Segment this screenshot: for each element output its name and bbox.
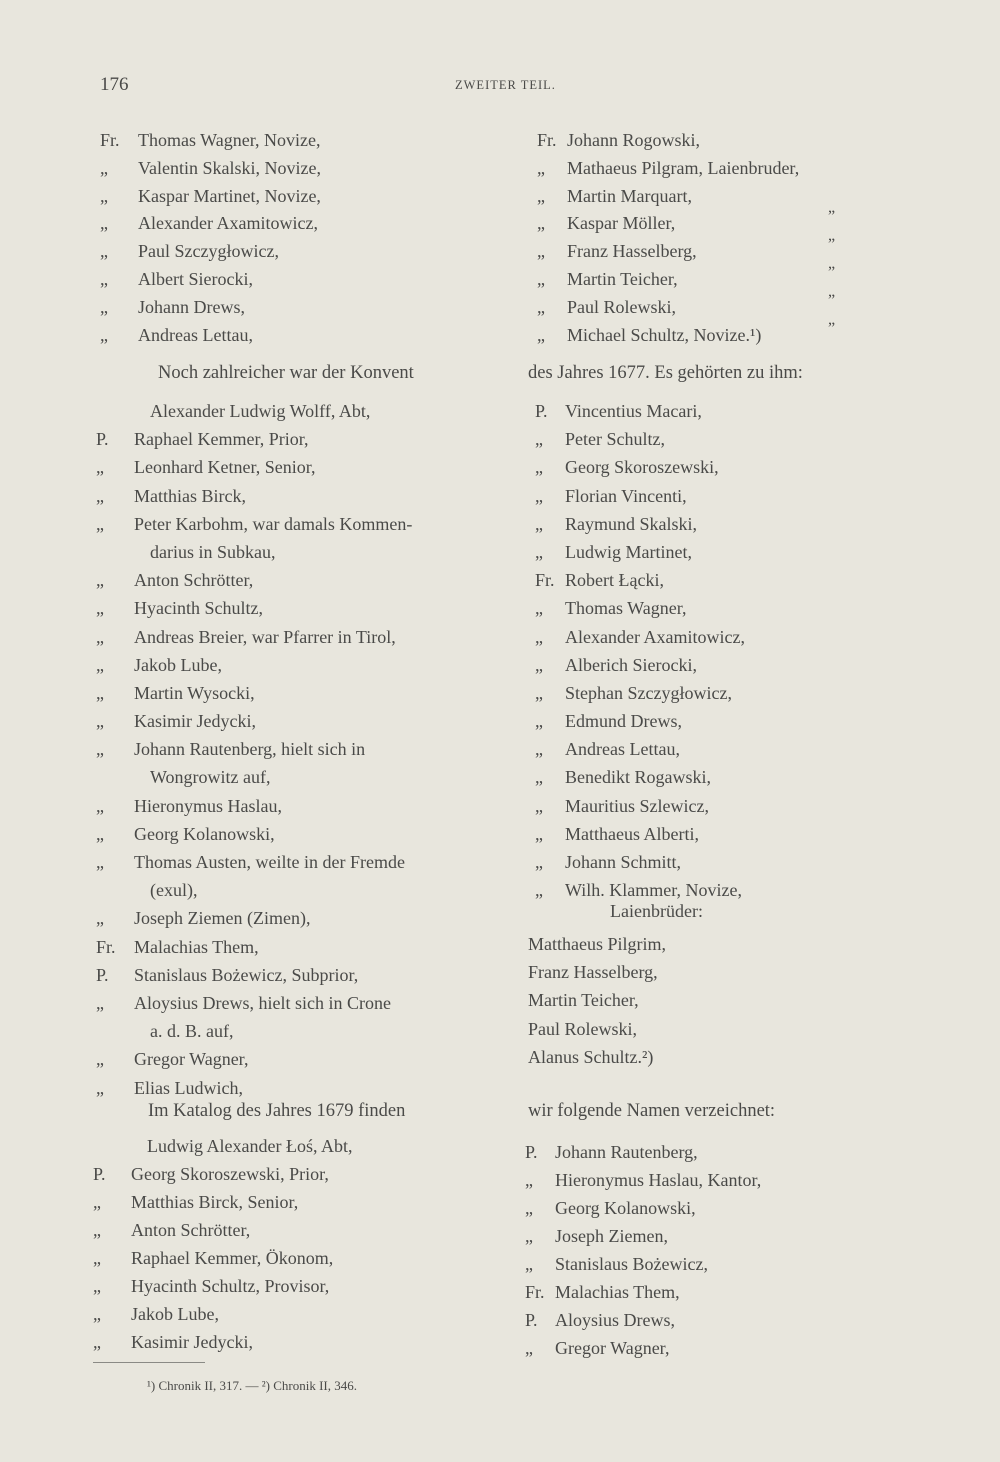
entry-name: Hyacinth Schultz, Provisor, bbox=[131, 1276, 330, 1296]
entry-name: Raymund Skalski, bbox=[565, 513, 698, 534]
list-item bbox=[525, 1166, 761, 1194]
list-item bbox=[96, 510, 412, 538]
list-item bbox=[96, 651, 412, 679]
list-item bbox=[96, 961, 412, 989]
entry-prefix: P. bbox=[93, 1164, 106, 1184]
list-item bbox=[535, 425, 745, 453]
list-item bbox=[96, 989, 412, 1017]
entry-prefix: „ bbox=[96, 654, 104, 675]
list-item bbox=[535, 792, 745, 820]
list-item bbox=[537, 266, 799, 294]
entry-prefix: „ bbox=[96, 570, 104, 591]
entry-name: Elias Ludwich, bbox=[134, 1077, 243, 1098]
entry-prefix: P. bbox=[96, 964, 109, 985]
list-item bbox=[96, 453, 412, 481]
list-item bbox=[100, 155, 321, 183]
list-item bbox=[93, 1272, 352, 1300]
entry-prefix: „ bbox=[93, 1248, 101, 1268]
block3-left-column bbox=[93, 1132, 352, 1356]
list-item bbox=[535, 510, 745, 538]
list-item: Martin Teicher, bbox=[528, 990, 639, 1011]
list-item bbox=[96, 933, 412, 961]
entry-prefix: „ bbox=[96, 626, 104, 647]
list-item bbox=[535, 707, 745, 735]
entry-prefix: P. bbox=[535, 401, 548, 421]
entry-name: Georg Skoroszewski, Prior, bbox=[131, 1164, 329, 1184]
entry-prefix: „ bbox=[96, 908, 104, 929]
entry-name: Alexander Axamitowicz, bbox=[565, 626, 745, 647]
entry-name: Ludwig Alexander Łoś, Abt, bbox=[147, 1136, 353, 1156]
entry-name: Alexander Ludwig Wolff, Abt, bbox=[150, 401, 371, 421]
list-item bbox=[100, 238, 321, 266]
ditto-mark: „ bbox=[828, 311, 836, 328]
list-item bbox=[96, 425, 412, 453]
list-item bbox=[525, 1334, 761, 1362]
lay-brothers-list bbox=[528, 930, 666, 1071]
entry-prefix: „ bbox=[535, 767, 543, 788]
entry-prefix: „ bbox=[537, 296, 545, 317]
list-item bbox=[96, 735, 412, 763]
entry-prefix: „ bbox=[93, 1304, 101, 1324]
list-item bbox=[537, 322, 799, 350]
list-item bbox=[93, 1188, 352, 1216]
entry-prefix: Fr. bbox=[525, 1282, 545, 1302]
entry-name: Johann Rautenberg, bbox=[555, 1142, 698, 1162]
list-item bbox=[535, 679, 745, 707]
entry-prefix: „ bbox=[100, 185, 108, 206]
list-item: Paul Rolewski, bbox=[528, 1018, 638, 1039]
entry-prefix: „ bbox=[96, 1049, 104, 1070]
list-item bbox=[100, 294, 321, 322]
entry-prefix: „ bbox=[96, 485, 104, 506]
entry-prefix: „ bbox=[535, 682, 543, 703]
list-item bbox=[100, 183, 321, 211]
entry-prefix: „ bbox=[525, 1254, 533, 1274]
list-item bbox=[96, 566, 412, 594]
entry-prefix: Fr. bbox=[100, 130, 120, 150]
entry-prefix: „ bbox=[96, 598, 104, 619]
entry-prefix: „ bbox=[535, 485, 543, 506]
ditto-mark: „ bbox=[828, 227, 836, 244]
list-item bbox=[535, 594, 745, 622]
entry-prefix: Fr. bbox=[537, 130, 557, 150]
section1-text-right: des Jahres 1677. Es gehörten zu ihm: bbox=[528, 363, 803, 383]
entry-prefix: „ bbox=[93, 1192, 101, 1212]
list-item bbox=[535, 566, 745, 594]
entry-name: Matthias Birck, Senior, bbox=[131, 1192, 299, 1212]
list-item bbox=[96, 1074, 412, 1102]
entry-name: Michael Schultz, Novize.¹) bbox=[567, 324, 762, 345]
entry-prefix: „ bbox=[535, 654, 543, 675]
page-number: 176 bbox=[100, 74, 129, 95]
entry-prefix: „ bbox=[535, 457, 543, 478]
entry-prefix: „ bbox=[100, 324, 108, 345]
entry-name: Albert Sierocki, bbox=[138, 268, 253, 289]
entry-name: Kasimir Jedycki, bbox=[131, 1332, 253, 1352]
list-item: Franz Hasselberg, bbox=[528, 962, 658, 983]
entry-name: Aloysius Drews, hielt sich in Crone bbox=[134, 992, 391, 1013]
list-item bbox=[537, 155, 799, 183]
entry-name: Raphael Kemmer, Prior, bbox=[134, 429, 309, 450]
list-item bbox=[535, 397, 745, 425]
running-head: ZWEITER TEIL. bbox=[455, 78, 556, 92]
entry-name: Matthias Birck, bbox=[134, 485, 246, 506]
entry-name: Franz Hasselberg, bbox=[567, 241, 697, 262]
list-item bbox=[535, 820, 745, 848]
entry-name: Leonhard Ketner, Senior, bbox=[134, 457, 316, 478]
entry-name: Benedikt Rogawski, bbox=[565, 767, 711, 788]
entry-prefix: „ bbox=[96, 711, 104, 732]
entry-name: Martin Teicher, bbox=[567, 268, 678, 289]
list-item: Alanus Schultz.²) bbox=[528, 1046, 654, 1067]
entry-prefix: „ bbox=[100, 213, 108, 234]
entry-name: Johann Schmitt, bbox=[565, 852, 681, 872]
entry-prefix: „ bbox=[96, 513, 104, 534]
entry-prefix: „ bbox=[535, 429, 543, 450]
block1-left-column bbox=[100, 127, 321, 349]
entry-prefix: „ bbox=[96, 1077, 104, 1098]
list-item bbox=[525, 1278, 761, 1306]
list-item bbox=[535, 763, 745, 791]
entry-name: Joseph Ziemen, bbox=[555, 1226, 668, 1246]
entry-name: Georg Kolanowski, bbox=[555, 1198, 696, 1218]
ditto-mark: „ bbox=[828, 283, 836, 300]
entry-name: Peter Schultz, bbox=[565, 429, 665, 450]
entry-name: Robert Łącki, bbox=[565, 570, 664, 591]
list-item bbox=[96, 623, 412, 651]
entry-prefix: „ bbox=[535, 711, 543, 732]
list-item bbox=[535, 735, 745, 763]
entry-name: Gregor Wagner, bbox=[134, 1049, 249, 1070]
block3-right-column bbox=[525, 1138, 761, 1362]
list-item bbox=[96, 594, 412, 622]
entry-name: Hieronymus Haslau, Kantor, bbox=[555, 1170, 762, 1190]
entry-name: Mauritius Szlewicz, bbox=[565, 795, 709, 816]
list-item bbox=[96, 707, 412, 735]
entry-name: Wilh. Klammer, Novize, bbox=[565, 880, 743, 901]
entry-name: Ludwig Martinet, bbox=[565, 541, 692, 562]
entry-name: Jakob Lube, bbox=[131, 1304, 219, 1324]
list-item bbox=[525, 1250, 761, 1278]
entry-prefix: „ bbox=[537, 213, 545, 234]
entry-prefix: „ bbox=[537, 157, 545, 178]
list-item bbox=[93, 1244, 352, 1272]
entry-name: Malachias Them, bbox=[134, 936, 259, 957]
entry-prefix: „ bbox=[96, 795, 104, 816]
entry-prefix: „ bbox=[100, 296, 108, 317]
list-item bbox=[96, 538, 412, 566]
list-item bbox=[537, 238, 799, 266]
entry-name: Florian Vincenti, bbox=[565, 485, 687, 506]
list-item bbox=[93, 1328, 352, 1356]
entry-prefix: „ bbox=[535, 795, 543, 816]
entry-name: Anton Schrötter, bbox=[134, 570, 254, 591]
entry-name: Kaspar Martinet, Novize, bbox=[138, 185, 321, 206]
list-item bbox=[96, 397, 412, 425]
block2-right-column bbox=[535, 397, 745, 904]
list-item bbox=[537, 127, 799, 155]
entry-name: Wongrowitz auf, bbox=[150, 767, 271, 788]
entry-name: Georg Skoroszewski, bbox=[565, 457, 719, 478]
list-item bbox=[525, 1222, 761, 1250]
list-item bbox=[535, 651, 745, 679]
entry-name: Paul Szczygłowicz, bbox=[138, 241, 279, 262]
entry-name: Hyacinth Schultz, bbox=[134, 598, 263, 619]
list-item bbox=[96, 482, 412, 510]
entry-prefix: „ bbox=[535, 598, 543, 619]
entry-prefix: „ bbox=[535, 541, 543, 562]
entry-prefix: „ bbox=[93, 1276, 101, 1296]
list-item bbox=[537, 294, 799, 322]
entry-name: Peter Karbohm, war damals Kommen- bbox=[134, 513, 413, 534]
entry-prefix: „ bbox=[100, 268, 108, 289]
entry-name: Thomas Austen, weilte in der Fremde bbox=[134, 852, 405, 872]
entry-name: Johann Rautenberg, hielt sich in bbox=[134, 739, 366, 760]
entry-name: Vincentius Macari, bbox=[565, 401, 702, 421]
entry-name: Johann Rogowski, bbox=[567, 130, 701, 150]
list-item bbox=[96, 904, 412, 932]
entry-name: Georg Kolanowski, bbox=[134, 823, 275, 844]
entry-name: a. d. B. auf, bbox=[150, 1021, 234, 1042]
list-item bbox=[96, 1045, 412, 1073]
list-item bbox=[96, 763, 412, 791]
list-item bbox=[100, 266, 321, 294]
entry-name: Martin Wysocki, bbox=[134, 682, 255, 703]
entry-name: Kaspar Möller, bbox=[567, 213, 676, 234]
entry-name: Jakob Lube, bbox=[134, 654, 222, 675]
entry-prefix: „ bbox=[93, 1332, 101, 1352]
list-item bbox=[100, 322, 321, 350]
entry-name: Valentin Skalski, Novize, bbox=[138, 157, 321, 178]
entry-name: Stanislaus Bożewicz, bbox=[555, 1254, 708, 1274]
entry-name: (exul), bbox=[150, 880, 198, 901]
entry-prefix: P. bbox=[525, 1142, 538, 1162]
entry-prefix: „ bbox=[535, 880, 543, 901]
entry-prefix: „ bbox=[96, 739, 104, 760]
entry-prefix: „ bbox=[535, 513, 543, 534]
entry-prefix: „ bbox=[525, 1198, 533, 1218]
section1-text-left: Noch zahlreicher war der Konvent bbox=[158, 363, 414, 383]
section2-text-right: wir folgende Namen verzeichnet: bbox=[528, 1101, 776, 1121]
list-item bbox=[100, 127, 321, 155]
list-item bbox=[96, 848, 412, 876]
entry-prefix: P. bbox=[96, 429, 109, 450]
block1-right-column bbox=[537, 127, 799, 349]
lay-brothers-heading: Laienbrüder: bbox=[610, 901, 703, 921]
entry-name: Paul Rolewski, bbox=[567, 296, 677, 317]
entry-prefix: Fr. bbox=[535, 570, 555, 591]
entry-name: Malachias Them, bbox=[555, 1282, 680, 1302]
entry-prefix: „ bbox=[537, 268, 545, 289]
entry-prefix: Fr. bbox=[96, 936, 116, 957]
entry-name: Andreas Breier, war Pfarrer in Tirol, bbox=[134, 626, 396, 647]
entry-name: Alexander Axamitowicz, bbox=[138, 213, 318, 234]
entry-prefix: „ bbox=[96, 457, 104, 478]
entry-name: Aloysius Drews, bbox=[555, 1310, 675, 1330]
entry-name: Stanislaus Bożewicz, Subprior, bbox=[134, 964, 359, 985]
entry-prefix: „ bbox=[525, 1338, 533, 1358]
list-item bbox=[93, 1300, 352, 1328]
entry-name: Martin Marquart, bbox=[567, 185, 692, 206]
list-item bbox=[93, 1160, 352, 1188]
entry-prefix: „ bbox=[100, 241, 108, 262]
block2-left-column bbox=[96, 397, 412, 1102]
entry-prefix: „ bbox=[100, 157, 108, 178]
list-item bbox=[535, 482, 745, 510]
list-item bbox=[96, 820, 412, 848]
list-item bbox=[537, 183, 799, 211]
ditto-mark: „ bbox=[828, 199, 836, 216]
entry-prefix: „ bbox=[525, 1226, 533, 1246]
list-item bbox=[100, 210, 321, 238]
list-item bbox=[96, 792, 412, 820]
list-item bbox=[96, 679, 412, 707]
footnote-rule bbox=[93, 1362, 205, 1363]
entry-prefix: „ bbox=[96, 992, 104, 1013]
entry-name: Thomas Wagner, bbox=[565, 598, 687, 619]
entry-name: Andreas Lettau, bbox=[565, 739, 680, 760]
list-item bbox=[93, 1132, 352, 1160]
entry-prefix: „ bbox=[535, 739, 543, 760]
list-item bbox=[525, 1194, 761, 1222]
list-item bbox=[535, 848, 745, 876]
entry-prefix: „ bbox=[537, 185, 545, 206]
list-item bbox=[535, 538, 745, 566]
entry-name: Hieronymus Haslau, bbox=[134, 795, 282, 816]
footnote: ¹) Chronik II, 317. — ²) Chronik II, 346. bbox=[147, 1378, 357, 1393]
ditto-mark: „ bbox=[828, 255, 836, 272]
entry-name: Edmund Drews, bbox=[565, 711, 682, 732]
entry-name: Kasimir Jedycki, bbox=[134, 711, 256, 732]
entry-name: Gregor Wagner, bbox=[555, 1338, 670, 1358]
entry-prefix: „ bbox=[535, 852, 543, 872]
entry-name: Joseph Ziemen (Zimen), bbox=[134, 908, 311, 929]
list-item bbox=[537, 210, 799, 238]
entry-name: Alberich Sierocki, bbox=[565, 654, 697, 675]
entry-name: Matthaeus Alberti, bbox=[565, 823, 699, 844]
entry-prefix: „ bbox=[535, 626, 543, 647]
list-item bbox=[96, 876, 412, 904]
entry-name: darius in Subkau, bbox=[150, 541, 276, 562]
entry-prefix: „ bbox=[96, 682, 104, 703]
list-item bbox=[525, 1138, 761, 1166]
list-item bbox=[96, 1017, 412, 1045]
entry-prefix: „ bbox=[535, 823, 543, 844]
entry-prefix: „ bbox=[96, 823, 104, 844]
entry-name: Thomas Wagner, Novize, bbox=[138, 130, 321, 150]
entry-prefix: „ bbox=[96, 852, 104, 872]
entry-name: Mathaeus Pilgram, Laienbruder, bbox=[567, 157, 800, 178]
entry-prefix: „ bbox=[537, 324, 545, 345]
entry-prefix: „ bbox=[525, 1170, 533, 1190]
entry-name: Andreas Lettau, bbox=[138, 324, 253, 345]
entry-prefix: „ bbox=[93, 1220, 101, 1240]
list-item bbox=[93, 1216, 352, 1244]
entry-prefix: „ bbox=[537, 241, 545, 262]
section2-text-left: Im Katalog des Jahres 1679 finden bbox=[148, 1101, 406, 1121]
entry-name: Johann Drews, bbox=[138, 296, 245, 317]
entry-name: Raphael Kemmer, Ökonom, bbox=[131, 1248, 334, 1268]
entry-prefix: P. bbox=[525, 1310, 538, 1330]
list-item bbox=[525, 1306, 761, 1334]
list-item: Matthaeus Pilgrim, bbox=[528, 934, 666, 954]
entry-name: Anton Schrötter, bbox=[131, 1220, 251, 1240]
list-item bbox=[535, 453, 745, 481]
entry-name: Stephan Szczygłowicz, bbox=[565, 682, 732, 703]
list-item bbox=[535, 623, 745, 651]
